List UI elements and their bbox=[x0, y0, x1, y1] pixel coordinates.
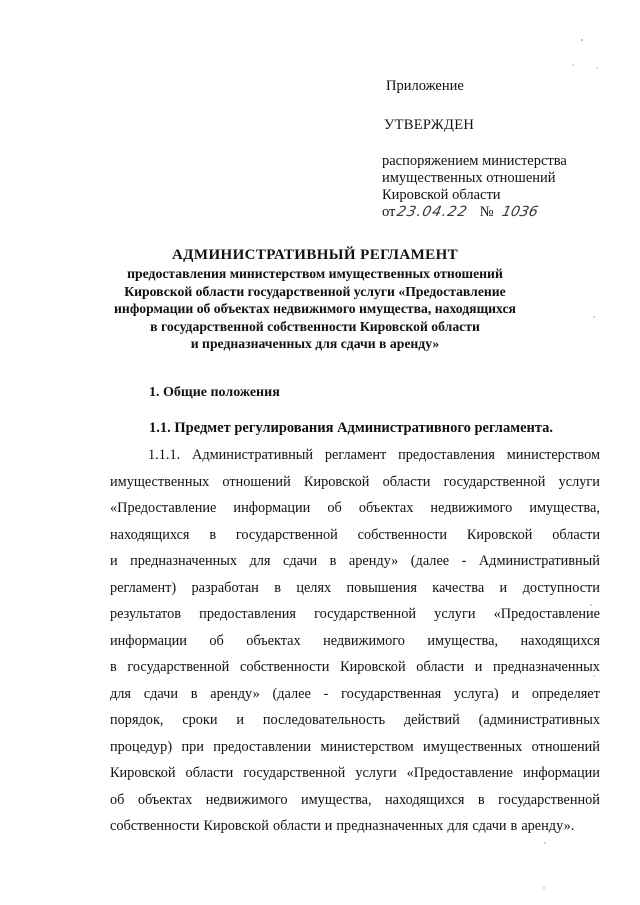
word: услуги bbox=[434, 606, 476, 622]
word: предоставлении bbox=[213, 738, 312, 755]
word: «Предоставление bbox=[493, 606, 600, 622]
section-heading: 1. Общие положения bbox=[149, 385, 280, 400]
word: в bbox=[209, 526, 217, 543]
subsection-heading: 1.1. Предмет регулирования Административного регламента. bbox=[149, 420, 554, 436]
word: - bbox=[323, 685, 329, 702]
title-line: и предназначенных для сдачи в аренду» bbox=[190, 336, 440, 352]
word: услуги bbox=[355, 765, 397, 781]
word: Административный bbox=[478, 553, 600, 569]
word: повышения bbox=[346, 579, 417, 596]
word: государственной bbox=[127, 659, 230, 675]
word: определяет bbox=[531, 685, 600, 702]
word: целях bbox=[296, 579, 332, 596]
word: информации bbox=[233, 500, 311, 516]
word: собственности bbox=[239, 659, 330, 675]
word: «Предоставление bbox=[406, 765, 514, 781]
word: - bbox=[461, 553, 467, 569]
word: собственности bbox=[110, 818, 200, 834]
word: (далее bbox=[272, 685, 311, 702]
word: об bbox=[209, 632, 224, 649]
word: процедур) bbox=[110, 738, 173, 755]
word: сдачи bbox=[472, 818, 507, 834]
word: услуги bbox=[558, 473, 600, 490]
word: сдачи bbox=[282, 553, 318, 569]
paragraph-line bbox=[110, 707, 600, 734]
word: для bbox=[447, 818, 469, 834]
word: Кировской bbox=[203, 818, 269, 834]
word: недвижимого bbox=[323, 632, 405, 649]
title-line: информации об объектах недвижимого имущества, находящихся bbox=[114, 301, 516, 317]
word: и bbox=[499, 579, 508, 596]
word: находящихся bbox=[520, 632, 600, 649]
word: информации bbox=[523, 765, 600, 781]
order-date-line bbox=[382, 204, 618, 221]
word: находящихся bbox=[110, 526, 190, 543]
word: предназначенных bbox=[493, 659, 600, 675]
paragraph-line bbox=[110, 522, 600, 549]
paragraph-line bbox=[110, 681, 600, 708]
word: области bbox=[416, 659, 465, 675]
paragraph-line bbox=[110, 575, 600, 602]
paragraph-line bbox=[110, 760, 600, 787]
approved-label: УТВЕРЖДЕН bbox=[384, 117, 475, 133]
appendix-label: Приложение bbox=[386, 78, 464, 94]
word: области bbox=[272, 818, 321, 834]
paragraph-line bbox=[110, 442, 600, 469]
word: объектах bbox=[137, 791, 193, 808]
word: недвижимого bbox=[205, 791, 288, 808]
word: аренду» bbox=[210, 685, 260, 702]
paragraph-line bbox=[110, 495, 600, 522]
title-main: АДМИНИСТРАТИВНЫЙ РЕГЛАМЕНТ bbox=[171, 247, 459, 263]
paragraph-line bbox=[110, 787, 600, 814]
word: аренду» bbox=[348, 553, 399, 569]
word: «Предоставление bbox=[110, 500, 217, 516]
paragraph-line bbox=[110, 628, 600, 655]
word: имущества, bbox=[427, 632, 499, 649]
word: государственной bbox=[314, 606, 417, 622]
handwritten-number: 1036 bbox=[499, 204, 540, 220]
word: области bbox=[382, 473, 431, 490]
word: качества bbox=[432, 579, 485, 596]
word: регламент) bbox=[110, 579, 177, 596]
paragraph-line bbox=[110, 813, 600, 840]
word: объектах bbox=[246, 632, 301, 649]
word: действий bbox=[403, 712, 460, 728]
paragraph-line bbox=[110, 469, 600, 496]
title-line: Кировской области государственной услуги «Предоставление bbox=[124, 283, 506, 299]
word: Кировской bbox=[340, 659, 406, 675]
word: и bbox=[110, 553, 118, 569]
date-prefix: от bbox=[382, 204, 396, 220]
word: предназначенных bbox=[336, 818, 444, 834]
word: и bbox=[511, 685, 520, 702]
word: Кировской bbox=[110, 765, 176, 781]
word: государственной bbox=[235, 526, 338, 543]
word: для bbox=[249, 553, 271, 569]
word: и bbox=[236, 712, 244, 728]
word: предоставления bbox=[199, 606, 296, 622]
word: для bbox=[110, 685, 131, 702]
document-title bbox=[100, 246, 530, 353]
title-line: предоставления министерством имущественных отношений bbox=[127, 266, 503, 281]
word: имущественных bbox=[110, 473, 210, 490]
word: при bbox=[181, 738, 204, 755]
word: аренду». bbox=[521, 818, 575, 834]
word: области bbox=[552, 526, 600, 543]
body-paragraph bbox=[110, 442, 600, 840]
word: (далее bbox=[410, 553, 450, 569]
word: Административный bbox=[192, 447, 314, 463]
word: в bbox=[190, 685, 198, 702]
word: объектах bbox=[358, 500, 414, 516]
word: Кировской bbox=[303, 473, 370, 490]
word: Кировской bbox=[466, 526, 533, 543]
word: в bbox=[329, 553, 337, 569]
word: сроки bbox=[182, 712, 218, 728]
word: об bbox=[110, 791, 125, 808]
word: государственной bbox=[243, 765, 346, 781]
order-line: распоряжением министерства bbox=[382, 153, 567, 169]
word: государственной bbox=[443, 473, 546, 490]
word: об bbox=[327, 500, 342, 516]
word: министерством bbox=[506, 447, 600, 463]
order-line: имущественных отношений bbox=[382, 170, 556, 186]
word: в bbox=[510, 818, 518, 834]
paragraph-line bbox=[110, 734, 600, 761]
word: (административных bbox=[478, 712, 600, 728]
word: и bbox=[324, 818, 333, 834]
word: государственной bbox=[498, 791, 600, 808]
word: имущества, bbox=[300, 791, 372, 808]
paragraph-line bbox=[110, 601, 600, 628]
paragraph-line bbox=[110, 548, 600, 575]
paragraph-line bbox=[110, 654, 600, 681]
word: и bbox=[474, 659, 483, 675]
word: отношений bbox=[531, 738, 600, 755]
word: порядок, bbox=[110, 712, 164, 728]
word: недвижимого bbox=[430, 500, 513, 516]
word: в bbox=[110, 659, 117, 675]
word: в bbox=[477, 791, 485, 808]
word: предоставления bbox=[398, 447, 495, 463]
handwritten-date: 23.04.22 bbox=[395, 204, 470, 220]
title-line: в государственной собственности Кировской области bbox=[150, 318, 480, 334]
order-reference bbox=[382, 153, 618, 221]
word: информации bbox=[110, 632, 187, 649]
word: находящихся bbox=[385, 791, 465, 808]
word: предназначенных bbox=[130, 553, 238, 569]
word: министерством bbox=[320, 738, 414, 755]
word: 1.1.1. bbox=[148, 447, 181, 463]
word: разработан bbox=[191, 579, 259, 596]
order-line: Кировской области bbox=[382, 187, 501, 203]
word: доступности bbox=[522, 579, 600, 596]
word: последовательность bbox=[262, 712, 386, 728]
word: государственная bbox=[341, 685, 442, 702]
number-sign: № bbox=[479, 204, 494, 220]
word: имущества, bbox=[529, 500, 600, 516]
word: результатов bbox=[110, 606, 182, 622]
word: регламент bbox=[324, 447, 387, 463]
word: имущественных bbox=[423, 738, 523, 755]
word: услуга) bbox=[453, 685, 499, 702]
word: в bbox=[274, 579, 281, 596]
word: отношений bbox=[222, 473, 291, 490]
word: собственности bbox=[357, 526, 448, 543]
word: области bbox=[185, 765, 234, 781]
word: сдачи bbox=[143, 685, 178, 702]
